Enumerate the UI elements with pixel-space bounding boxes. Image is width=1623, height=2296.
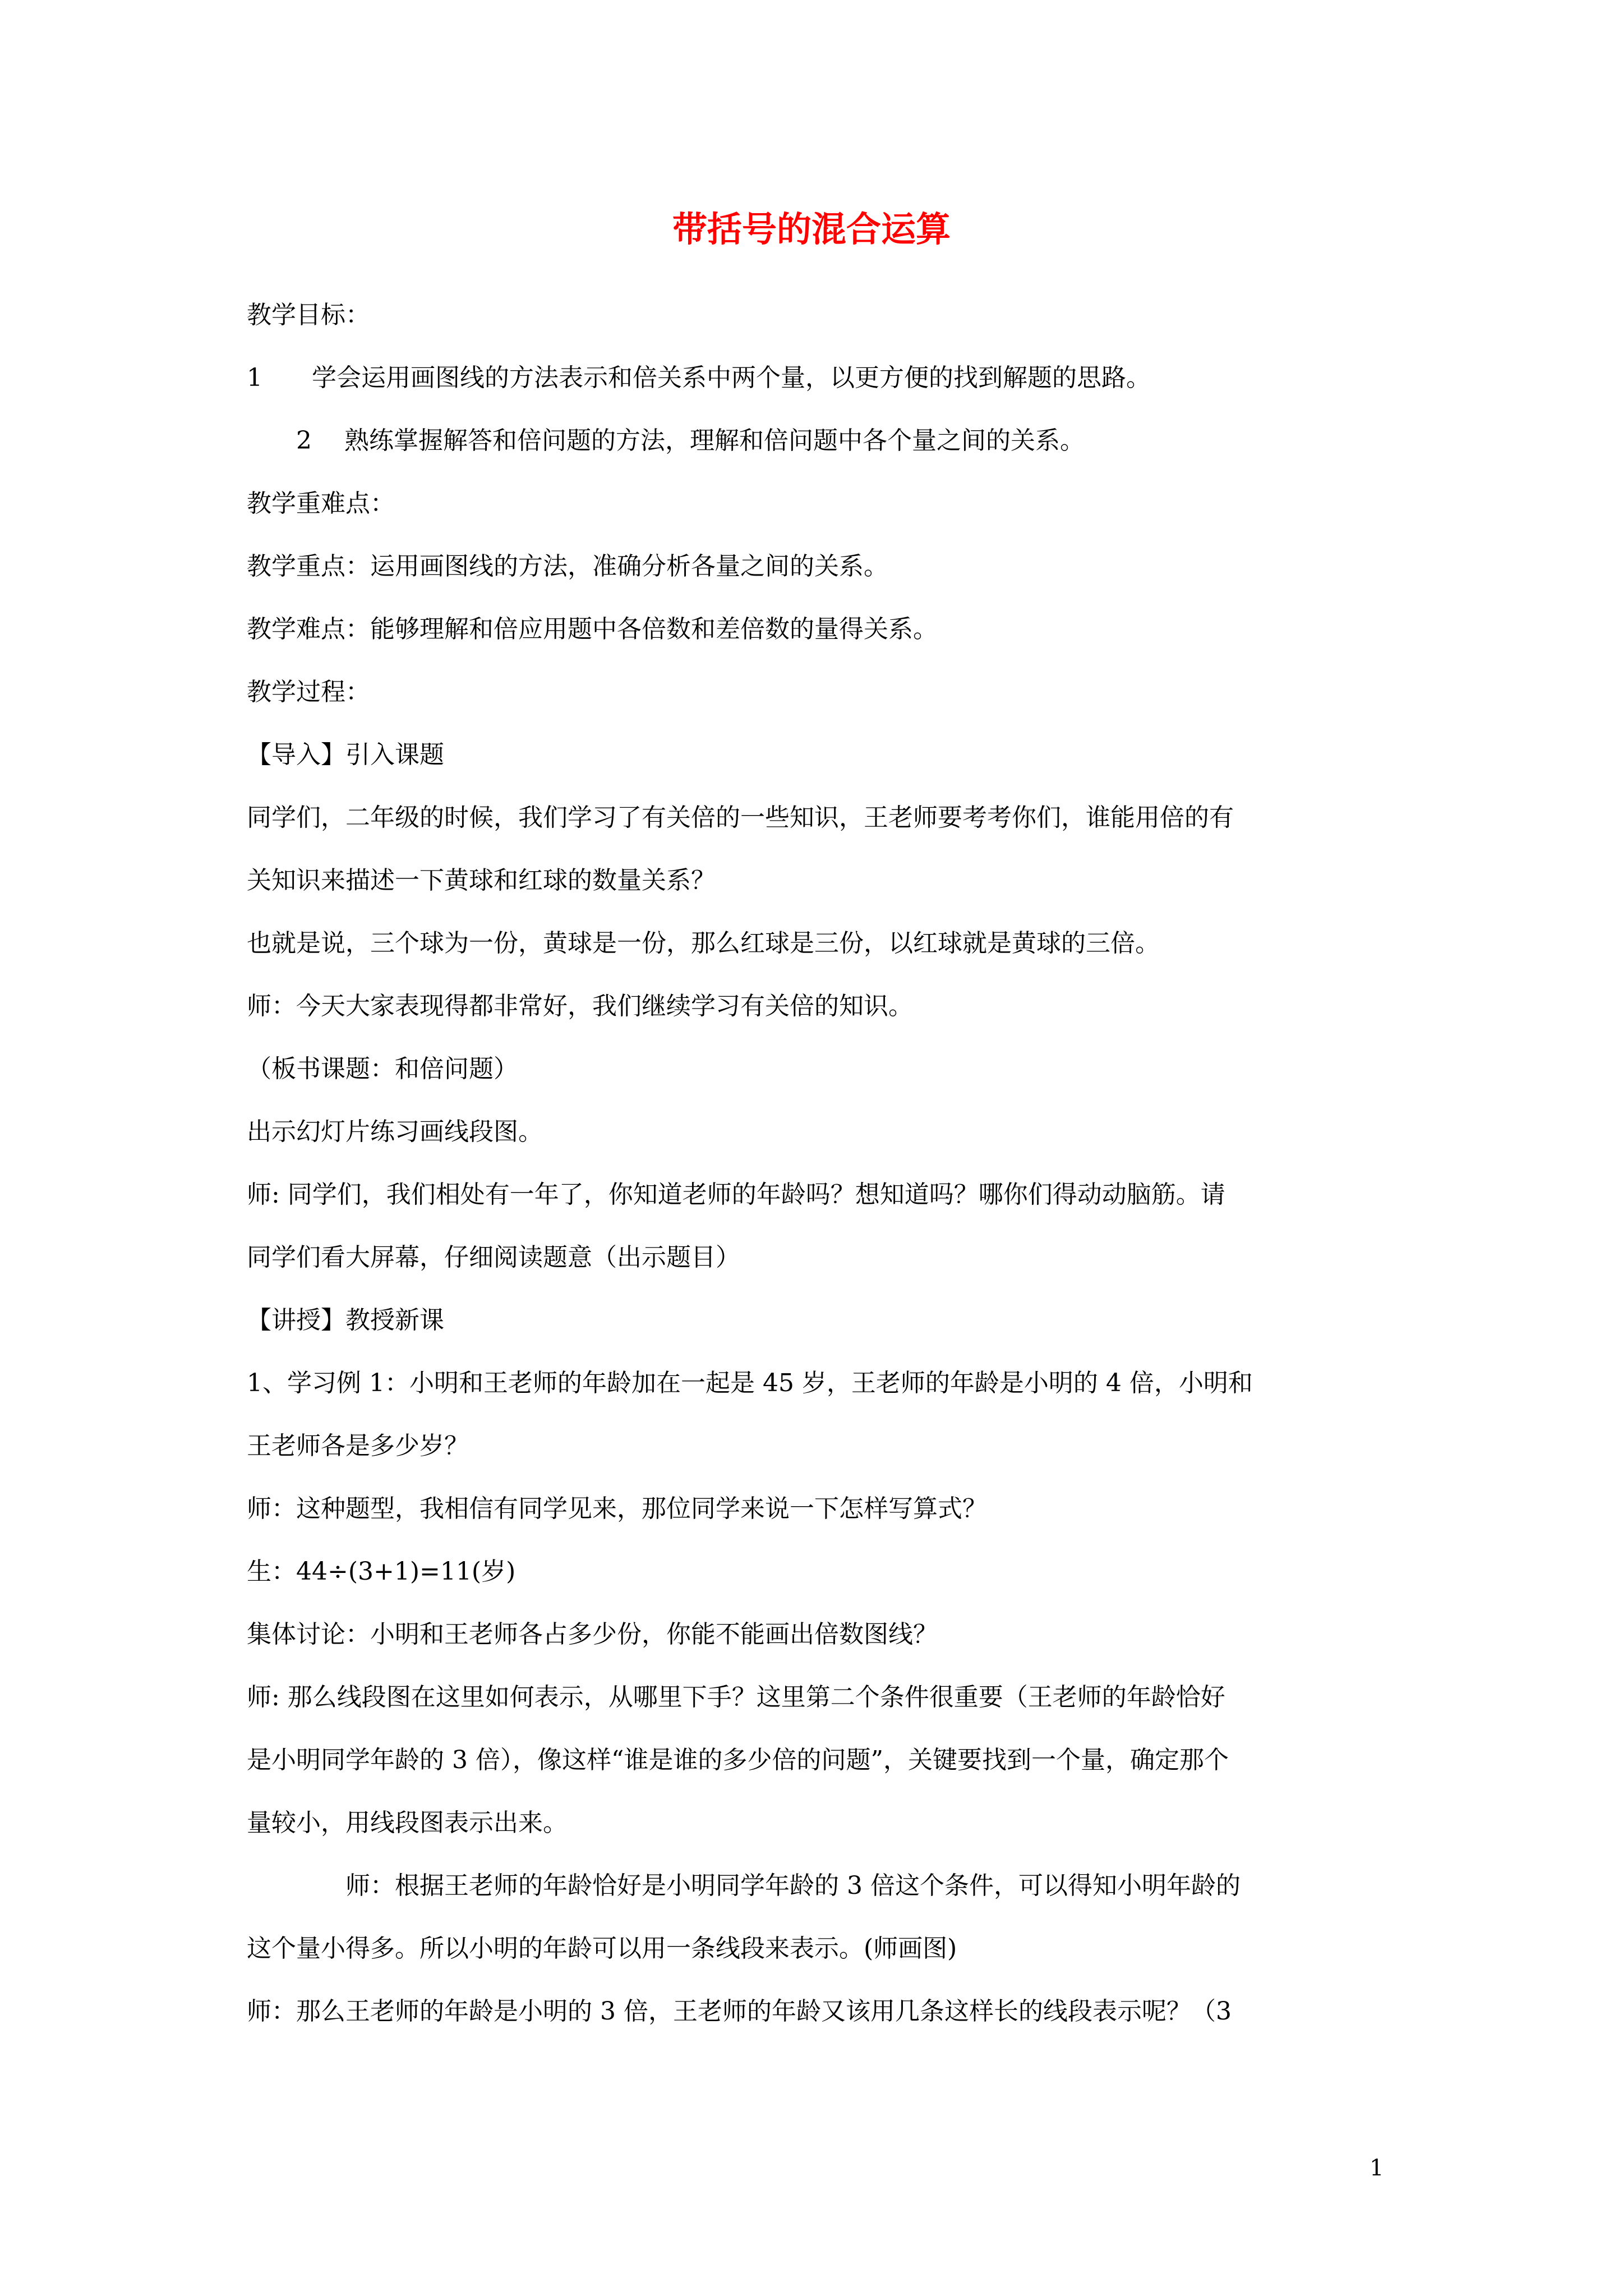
text-line: 关知识来描述一下黄球和红球的数量关系？: [247, 866, 716, 895]
text-line: 同学们看大屏幕，仔细阅读题意（出示题目）: [247, 1243, 740, 1272]
text-line: 师：那么王老师的年龄是小明的 3 倍，王老师的年龄又该用几条这样长的线段表示呢？（3: [247, 1997, 1232, 2026]
text-line: 也就是说，三个球为一份，黄球是一份，那么红球是三份，以红球就是黄球的三倍。: [247, 929, 1160, 958]
text-line: 这个量小得多。所以小明的年龄可以用一条线段来表示。(师画图): [247, 1934, 957, 1963]
text-line: 教学目标：: [247, 301, 370, 329]
text-line: 王老师各是多少岁？: [247, 1432, 469, 1460]
text-line: 是小明同学年龄的 3 倍），像这样“谁是谁的多少倍的问题”，关键要找到一个量，确定那个: [247, 1746, 1229, 1774]
text-line: 师：这种题型，我相信有同学见来，那位同学来说一下怎样写算式？: [247, 1494, 987, 1523]
section-heading: 【讲授】教授新课: [247, 1306, 444, 1335]
text-line: 教学重难点：: [247, 489, 395, 518]
text-line: 集体讨论：小明和王老师各占多少份，你能不能画出倍数图线？: [247, 1620, 938, 1649]
document-title: 带括号的混合运算: [672, 209, 951, 250]
text-line: 1 学会运用画图线的方法表示和倍关系中两个量，以更方便的找到解题的思路。: [247, 364, 1151, 392]
text-line: 师：根据王老师的年龄恰好是小明同学年龄的 3 倍这个条件，可以得知小明年龄的: [247, 1871, 1241, 1900]
text-line: 1、学习例 1：小明和王老师的年龄加在一起是 45 岁，王老师的年龄是小明的 4 倍，小明和: [247, 1369, 1253, 1397]
section-heading: 【导入】引入课题: [247, 740, 444, 769]
text-line: 教学难点：能够理解和倍应用题中各倍数和差倍数的量得关系。: [247, 615, 938, 643]
page-number: 1: [1370, 2155, 1384, 2181]
text-line: 教学重点：运用画图线的方法，准确分析各量之间的关系。: [247, 552, 888, 581]
text-line: 教学过程：: [247, 678, 370, 706]
text-line: 量较小，用线段图表示出来。: [247, 1809, 568, 1837]
text-line: 2 熟练掌握解答和倍问题的方法，理解和倍问题中各个量之间的关系。: [247, 426, 1085, 455]
text-line: （板书课题：和倍问题）: [247, 1055, 518, 1083]
text-line: 师：今天大家表现得都非常好，我们继续学习有关倍的知识。: [247, 992, 913, 1020]
text-line: 师: 同学们，我们相处有一年了，你知道老师的年龄吗？想知道吗？哪你们得动动脑筋。请: [247, 1180, 1225, 1209]
text-line: 师: 那么线段图在这里如何表示，从哪里下手？这里第二个条件很重要（王老师的年龄恰好: [247, 1683, 1225, 1711]
text-line: 生：44÷(3+1)=11(岁): [247, 1557, 516, 1586]
text-line: 同学们，二年级的时候，我们学习了有关倍的一些知识，王老师要考考你们，谁能用倍的有: [247, 803, 1234, 832]
text-line: 出示幻灯片练习画线段图。: [247, 1117, 543, 1146]
